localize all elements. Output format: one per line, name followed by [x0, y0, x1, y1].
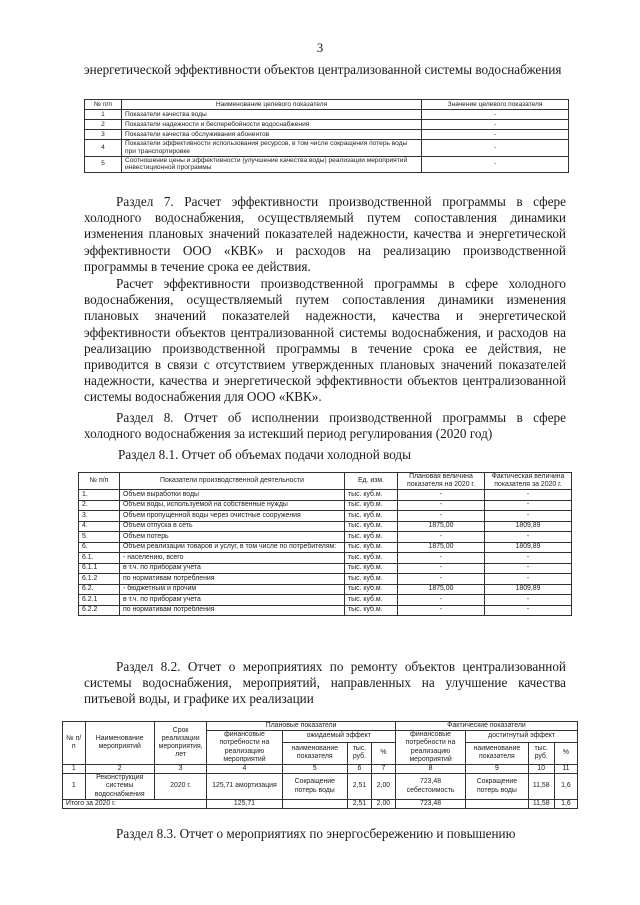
repair-activities-table [62, 721, 578, 809]
row-fact: - [485, 500, 572, 511]
row-number: 6.1.2 [79, 574, 120, 585]
row-fact: - [485, 511, 572, 522]
row-plan: 1875,00 [398, 584, 485, 595]
row-number: 2. [79, 500, 120, 511]
table-row [79, 542, 572, 553]
total-plan-pct: 2,00 [371, 799, 395, 808]
row-number: 6. [79, 542, 120, 553]
row-number: 6.1.1 [79, 563, 120, 574]
col-header-plan-finance: финансовые потребности на реализацию мероприятий [207, 731, 282, 765]
row-unit: тыс. куб.м. [345, 563, 398, 574]
row-value: - [422, 156, 569, 173]
row-number: 5. [79, 532, 120, 543]
col-header-fact-effect: достигнутый эффект [466, 731, 578, 743]
row-unit: тыс. куб.м. [345, 500, 398, 511]
col-header-plan: Плановая величина показателя на 2020 г. [398, 473, 485, 490]
row-number: 6.2.2 [79, 605, 120, 616]
intro-text: энергетической эффективности объектов централизованной системы водоснабжения [84, 62, 562, 77]
col-header-fact-finance: финансовые потребности на реализацию мероприятий [395, 731, 465, 765]
row-plan-pct: 2,00 [371, 774, 395, 800]
table-row [85, 130, 569, 140]
section82-heading: Раздел 8.2. Отчет о мероприятиях по ремонту объектов централизованной системы водоснабжения, мероприятий, направленных на улучшение качества питьевой воды, и графике их реализации [84, 659, 566, 707]
row-unit: тыс. куб.м. [345, 584, 398, 595]
row-unit: тыс. куб.м. [345, 532, 398, 543]
col-header-activity: Наименование мероприятий [85, 722, 154, 765]
col-header-fact: Фактическая величина показателя за 2020 г. [485, 473, 572, 490]
table-row [85, 156, 569, 173]
table-row [85, 140, 569, 157]
total-row [63, 799, 578, 808]
table-row [79, 605, 572, 616]
row-fact: - [485, 563, 572, 574]
col-header-number: № п/п [85, 100, 122, 110]
row-number: 6.2.1 [79, 595, 120, 606]
col-num: 9 [466, 765, 528, 774]
row-fact: - [485, 490, 572, 501]
page-number: 3 [316, 40, 324, 55]
col-header-number: № п/п [63, 722, 86, 765]
col-header-fact-rub: тыс. руб. [528, 742, 554, 764]
table-row [79, 490, 572, 501]
row-fact-pct: 1,6 [554, 774, 577, 800]
row-unit: тыс. куб.м. [345, 521, 398, 532]
row-number: 1 [63, 774, 86, 800]
table-row [79, 584, 572, 595]
table-row [79, 532, 572, 543]
row-indicator: в т.ч. по приборам учета [120, 595, 345, 606]
table-row [85, 120, 569, 130]
row-unit: тыс. куб.м. [345, 605, 398, 616]
table-row [85, 110, 569, 120]
row-indicator: Объем отпуска в сеть [120, 521, 345, 532]
table-row [63, 774, 578, 800]
col-num: 11 [554, 765, 577, 774]
row-plan-finance: 125,71 амортизация [207, 774, 282, 800]
row-indicator: Объем реализации товаров и услуг, в том числе по потребителям: [120, 542, 345, 553]
total-fact-rub: 11,58 [528, 799, 554, 808]
row-plan: - [398, 532, 485, 543]
row-fact: - [485, 574, 572, 585]
row-fact-indicator: Сокращение потерь воды [466, 774, 528, 800]
row-plan-indicator: Сокращение потерь воды [282, 774, 347, 800]
table-row [79, 521, 572, 532]
row-fact: - [485, 532, 572, 543]
row-plan: - [398, 595, 485, 606]
row-unit: тыс. куб.м. [345, 595, 398, 606]
table-header-row [63, 722, 578, 731]
row-indicator: Объем потерь [120, 532, 345, 543]
col-header-value: Значение целевого показателя [422, 100, 569, 110]
table-header-row [85, 100, 569, 110]
col-num: 7 [371, 765, 395, 774]
row-indicator: в т.ч. по приборам учета [120, 563, 345, 574]
row-number: 1 [85, 110, 122, 120]
row-fact-rub: 11,58 [528, 774, 554, 800]
col-header-number: № п/п [79, 473, 120, 490]
row-indicator: Объем выработки воды [120, 490, 345, 501]
row-unit: тыс. куб.м. [345, 490, 398, 501]
row-indicator: Показатели качества обслуживания абонентов [122, 130, 422, 140]
col-num: 8 [395, 765, 465, 774]
row-term: 2020 г. [154, 774, 207, 800]
row-indicator: Объем пропущенной воды через очистные сооружения [120, 511, 345, 522]
row-number: 3. [79, 511, 120, 522]
row-value: - [422, 130, 569, 140]
section7-paragraph: Раздел 7. Расчет эффективности производственной программы в сфере холодного водоснабжения, осуществляемый путем сопоставления динамики изменения плановых значений показателей надежности, качества и энергетической эффективности ООО «КВК» и расходов на реализацию производственной программы в течение срока ее действия. [84, 194, 566, 274]
row-fact-finance: 723,48 себестоимость [395, 774, 465, 800]
row-fact: 1809,89 [485, 584, 572, 595]
row-indicator: Показатели эффективности использования ресурсов, в том числе сокращения потерь воды при транспортировке [122, 140, 422, 157]
row-value: - [422, 140, 569, 157]
row-indicator: Показатели надежности и бесперебойности водоснабжения [122, 120, 422, 130]
row-indicator: Объем воды, используемой на собственные нужды [120, 500, 345, 511]
table-row [79, 574, 572, 585]
col-num: 10 [528, 765, 554, 774]
section7-paragraph-2: Расчет эффективности производственной программы в сфере холодного водоснабжения, осуществляемый путем сопоставления динамики изменения плановых значений показателей надежности, качества и энергетической эффективности объектов централизованной системы водоснабжения, и расходов на реализацию производственной программы в течение срока ее действия, не приводится в связи с отсутствием утвержденных плановых значений показателей надежности, качества и энергетической эффективности объектов централизованной системы водоснабжения для ООО «КВК». [84, 276, 566, 405]
row-indicator: по нормативам потребления [120, 605, 345, 616]
row-plan: - [398, 511, 485, 522]
row-fact: - [485, 595, 572, 606]
table-row [79, 511, 572, 522]
col-header-plan: Плановые показатели [207, 722, 396, 731]
col-header-unit: Ед. изм. [345, 473, 398, 490]
col-num: 2 [85, 765, 154, 774]
row-unit: тыс. куб.м. [345, 542, 398, 553]
col-header-indicator: Показатели производственной деятельности [120, 473, 345, 490]
total-label: Итого за 2020 г. [63, 799, 207, 808]
row-unit: тыс. куб.м. [345, 574, 398, 585]
total-plan-rub: 2,51 [348, 799, 372, 808]
row-value: - [422, 110, 569, 120]
row-plan: - [398, 605, 485, 616]
table-row [79, 500, 572, 511]
col-num: 6 [348, 765, 372, 774]
row-number: 3 [85, 130, 122, 140]
row-number: 4 [85, 140, 122, 157]
col-num: 5 [282, 765, 347, 774]
row-indicator: по нормативам потребления [120, 574, 345, 585]
total-plan-finance: 125,71 [207, 799, 282, 808]
row-fact: - [485, 605, 572, 616]
table-row [79, 595, 572, 606]
col-num: 1 [63, 765, 86, 774]
col-header-fact-indicator: наименование показателя [466, 742, 528, 764]
total-fact-finance: 723,48 [395, 799, 465, 808]
row-plan: 1875,00 [398, 521, 485, 532]
row-plan: - [398, 490, 485, 501]
total-fact-pct: 1,6 [554, 799, 577, 808]
row-unit: тыс. куб.м. [345, 553, 398, 564]
row-indicator: - населению, всего [120, 553, 345, 564]
table-row [79, 563, 572, 574]
row-indicator: Соотношение цены и эффективности (улучшение качества воды) реализации мероприятий инвестиционной программы [122, 156, 422, 173]
row-number: 1. [79, 490, 120, 501]
row-number: 6.2. [79, 584, 120, 595]
col-num: 4 [207, 765, 282, 774]
section83-heading: Раздел 8.3. Отчет о мероприятиях по энергосбережению и повышению [116, 826, 516, 841]
row-fact: 1809,89 [485, 542, 572, 553]
row-value: - [422, 120, 569, 130]
water-supply-volumes-table [78, 472, 572, 616]
row-unit: тыс. куб.м. [345, 511, 398, 522]
column-numbers-row [63, 765, 578, 774]
section8-heading: Раздел 8. Отчет об исполнении производственной программы в сфере холодного водоснабжения за истекший период регулирования (2020 год) [84, 410, 566, 442]
col-header-plan-effect: ожидаемый эффект [282, 731, 395, 743]
row-plan-rub: 2,51 [348, 774, 372, 800]
row-fact: 1809,89 [485, 521, 572, 532]
table-header-row [79, 473, 572, 490]
row-indicator: - бюджетным и прочим [120, 584, 345, 595]
col-header-plan-rub: тыс. руб. [348, 742, 372, 764]
row-plan: - [398, 563, 485, 574]
target-indicators-table [84, 99, 569, 173]
row-number: 5 [85, 156, 122, 173]
col-header-term: Срок реализации мероприятия, лет [154, 722, 207, 765]
col-header-fact: Фактические показатели [395, 722, 577, 731]
section81-heading: Раздел 8.1. Отчет об объемах подачи холодной воды [118, 447, 411, 462]
col-header-indicator: Наименование целевого показателя [122, 100, 422, 110]
row-indicator: Показатели качества воды [122, 110, 422, 120]
row-plan: 1875,00 [398, 542, 485, 553]
col-num: 3 [154, 765, 207, 774]
row-activity: Реконструкция системы водоснабжения [85, 774, 154, 800]
row-number: 6.1. [79, 553, 120, 564]
table-row [79, 553, 572, 564]
row-plan: - [398, 574, 485, 585]
row-plan: - [398, 500, 485, 511]
col-header-plan-pct: % [371, 742, 395, 764]
col-header-plan-indicator: наименование показателя [282, 742, 347, 764]
col-header-fact-pct: % [554, 742, 577, 764]
total-plan-indicator [282, 799, 347, 808]
row-fact: - [485, 553, 572, 564]
row-plan: - [398, 553, 485, 564]
row-number: 2 [85, 120, 122, 130]
row-number: 4. [79, 521, 120, 532]
total-fact-indicator [466, 799, 528, 808]
